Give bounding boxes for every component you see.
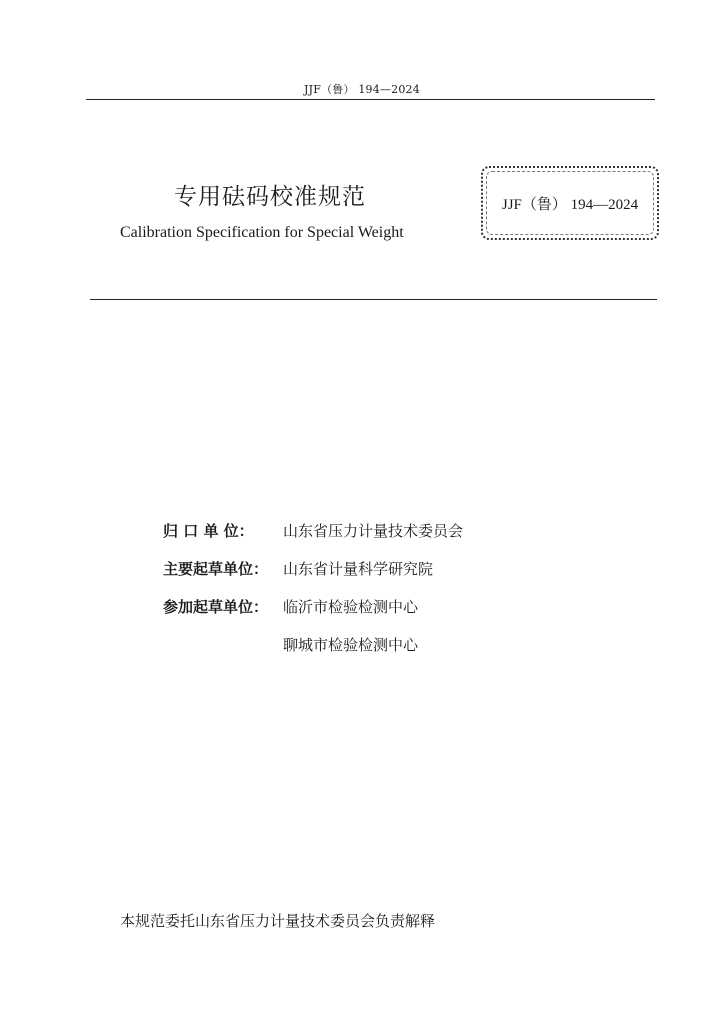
participating-unit-value-1: 临沂市检验检测中心 bbox=[283, 598, 419, 616]
participating-unit-label: 参加起草单位： bbox=[163, 598, 269, 616]
unit-row-responsible bbox=[163, 520, 643, 558]
title-english: Calibration Specification for Special Weight bbox=[120, 224, 404, 241]
code-box-text: JJF（鲁） 194—2024 bbox=[501, 196, 639, 213]
drafting-units bbox=[163, 520, 643, 672]
footer-interpretation-note: 本规范委托山东省压力计量技术委员会负责解释 bbox=[120, 912, 436, 930]
main-rule bbox=[90, 299, 657, 300]
unit-row-participating bbox=[163, 596, 643, 634]
participating-unit-value-2: 聊城市检验检测中心 bbox=[283, 636, 419, 654]
header-rule bbox=[86, 99, 655, 100]
standard-code-box bbox=[481, 166, 659, 240]
title-chinese: 专用砝码校准规范 bbox=[174, 184, 366, 210]
responsible-unit-label: 归 口 单 位： bbox=[163, 522, 254, 540]
responsible-unit-value: 山东省压力计量技术委员会 bbox=[283, 522, 464, 540]
main-drafting-unit-value: 山东省计量科学研究院 bbox=[283, 560, 434, 578]
unit-row-main-drafting bbox=[163, 558, 643, 596]
unit-row-participating-2 bbox=[163, 634, 643, 672]
header-standard-code: JJF（鲁） 194—2024 bbox=[304, 83, 420, 96]
main-drafting-unit-label: 主要起草单位： bbox=[163, 560, 269, 578]
